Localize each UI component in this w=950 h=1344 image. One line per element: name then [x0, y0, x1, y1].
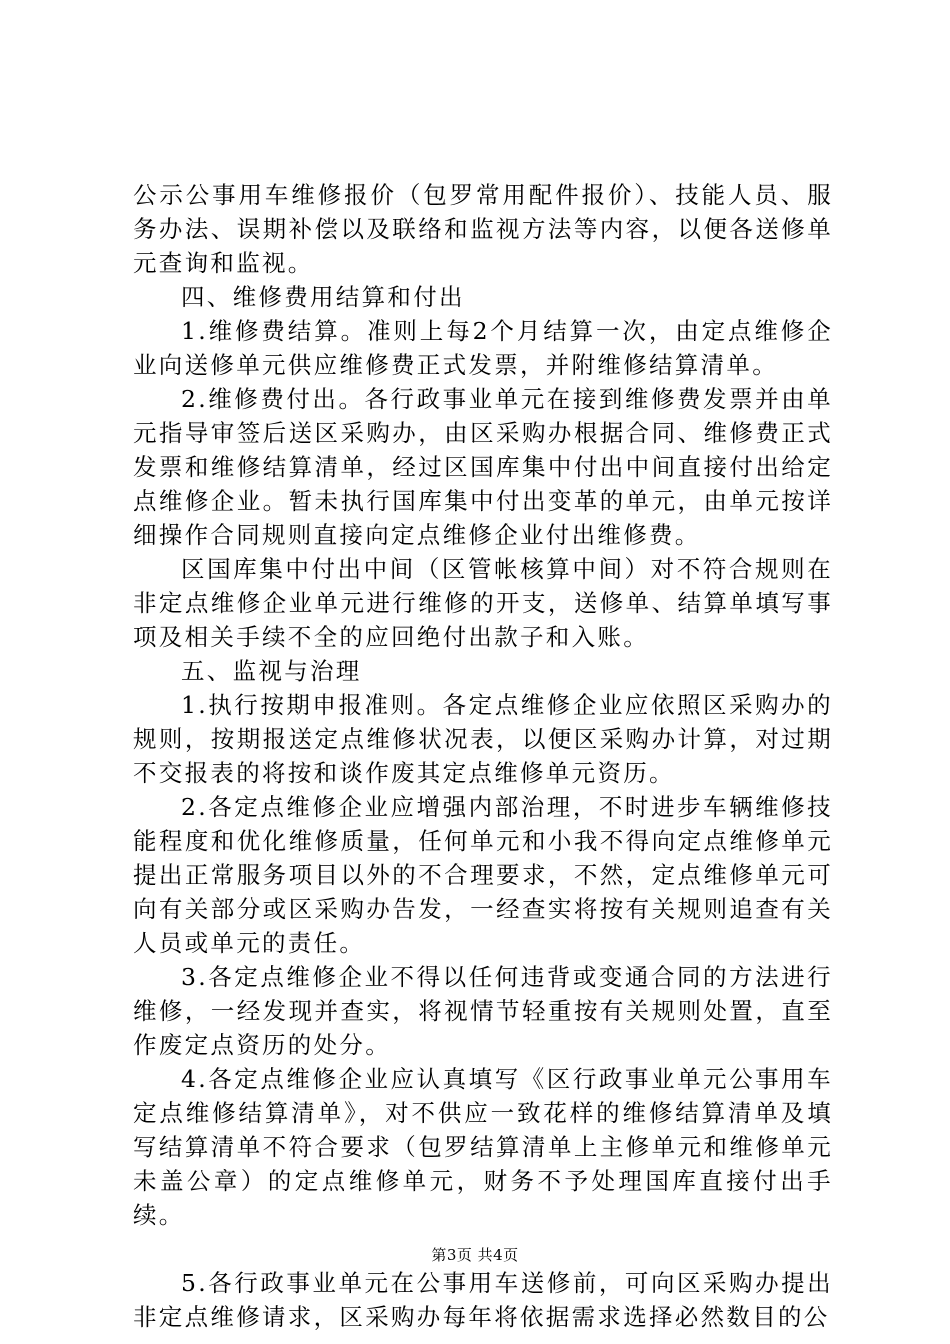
section-heading-settlement: 四、维修费用结算和付出 [181, 283, 465, 311]
paragraph-settlement-form: 4.各定点维修企业应认真填写《区行政事业单元公事用车定点维修结算清单》，对不供应一致花样的维修结算清单及填写结算清单不符合要求（包罗结算清单上主修单元和维修单元未盖公章）的定点维修单元，财务不予处理国库直接付出手续。 [133, 1065, 833, 1229]
paragraph-management: 2.各定点维修企业应增强内部治理，不时进步车辆维修技能程度和优化维修质量，任何单元和小我不得向定点维修单元提出正常服务项目以外的不合理要求，不然，定点维修单元可向有关部分或区采购办告发，一经查实将按有关规则追查有关人员或单元的责任。 [133, 793, 833, 957]
paragraph-settlement: 1.维修费结算。准则上每2个月结算一次，由定点维修企业向送修单元供应维修费正式发票，并附维修结算清单。 [133, 317, 833, 379]
paragraph-non-designated: 5.各行政事业单元在公事用车送修前，可向区采购办提出非定点维修请求，区采购办每年将依据需求选择必然数目的公 [133, 1269, 833, 1331]
paragraph-treasury: 区国库集中付出中间（区管帐核算中间）对不符合规则在非定点维修企业单元进行维修的开支，送修单、结算单填写事项及相关手续不全的应回绝付出款子和入账。 [133, 555, 833, 651]
paragraph-contract: 3.各定点维修企业不得以任何违背或变通合同的方法进行维修，一经发现并查实，将视情节轻重按有关规则处置，直至作废定点资历的处分。 [133, 963, 833, 1059]
page-footer: 第3页 共4页 [431, 1246, 519, 1264]
document-body [133, 178, 833, 1334]
section-heading-supervision: 五、监视与治理 [181, 657, 362, 685]
paragraph-payment: 2.维修费付出。各行政事业单元在接到维修费发票并由单元指导审签后送区采购办，由区采购办根据合同、维修费正式发票和维修结算清单，经过区国库集中付出中间直接付出给定点维修企业。暂未执行国库集中付出变革的单元，由单元按详细操作合同规则直接向定点维修企业付出维修费。 [133, 385, 833, 549]
paragraph-continuation: 公示公事用车维修报价（包罗常用配件报价）、技能人员、服务办法、误期补偿以及联络和监视方法等内容，以便各送修单元查询和监视。 [133, 181, 833, 277]
paragraph-reporting: 1.执行按期申报准则。各定点维修企业应依照区采购办的规则，按期报送定点维修状况表，以便区采购办计算，对过期不交报表的将按和谈作废其定点维修单元资历。 [133, 691, 833, 787]
